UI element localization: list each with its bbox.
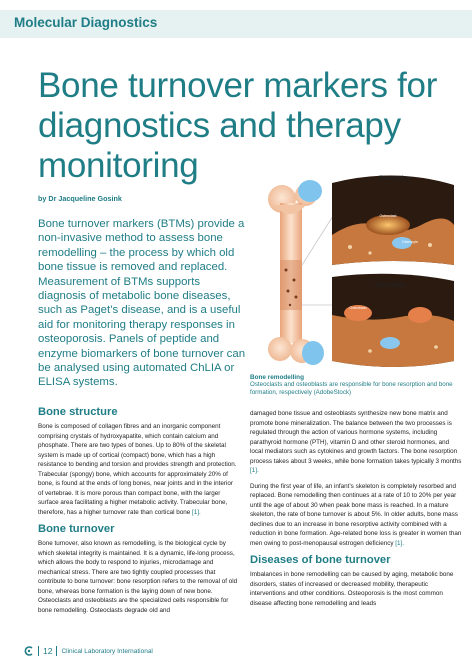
page-footer xyxy=(24,645,153,657)
section-label: Molecular Diagnostics xyxy=(14,15,158,30)
heading-bone-structure: Bone structure xyxy=(38,406,118,418)
bone-shape xyxy=(268,184,317,363)
heading-bone-turnover: Bone turnover xyxy=(38,523,115,535)
osteocyte-label: Osteocyte xyxy=(401,240,419,244)
left-column xyxy=(38,406,238,615)
figure-caption-title: Bone remodelling xyxy=(250,374,304,381)
paragraph-diseases: Imbalances in bone remodelling can be caused by aging, metabolic bone disorders, states of increased or decreased mobility, therapeutic interventions and other conditions. Osteoporosis is the most common disease affecting bone remodelling and leads xyxy=(250,571,454,607)
formation-label: Formation xyxy=(375,283,405,289)
paragraph-text: damaged bone tissue and osteoblasts synthesize new bone matrix and promote bone mineralization. The balance between the two processes is regulated through the action of various hormone systems, including parathyroid hormone (PTH), vitamin D and other steroid hormones, and local mediators such as cytokines and growth factors. The bone resorption process takes about 3 weeks, while bone formation takes typically 3 months xyxy=(250,410,462,465)
paragraph-remodelling-regulation xyxy=(250,409,462,476)
paragraph-text: Bone is composed of collagen fibres and an inorganic component comprising crystals of hydroxyapatite, which contain calcium and phosphate. There are two types of bones. Up to 80% of the skeletal system is made up of cortical (compact) bone, which has a high resistance to bending and torsion and provides strength and protection. Trabecular (spongy) bone, which accounts for approximately 20% of bone, is found at the ends of long bones, near joints and in the interior of vertebrae. It is more porous than compact bone, with the larger surface area facilitating a higher metabolic activity. Trabecular bone, therefore, has a higher turnover rate than cortical bone xyxy=(38,423,237,516)
resorption-label: Resorption xyxy=(379,176,411,182)
osteoclast-label: Osteoclast xyxy=(379,214,397,218)
osteoblast-label: Osteoblast xyxy=(349,306,367,310)
paragraph-bone-structure xyxy=(38,422,238,517)
article-title: Bone turnover markers for diagnostics and therapy monitoring xyxy=(38,66,438,185)
figure-caption-text: Osteoclasts and osteoblasts are responsible for bone resorption and bone formation, respectively (AdobeStock) xyxy=(250,381,453,396)
reference-link[interactable]: [1]. xyxy=(192,508,201,516)
paragraph-text: During the first year of life, an infant’s skeleton is completely resorbed and replaced. Bone remodelling then continues at a rate of 10 to 20% per year until the age of about 30 when peak bone mass is reached. In a mature skeleton, the rate of bone turnover is about 5%. In older adults, bone mass declines due to an increase in bone resorptive activity combined with a reduction in bone formation. Age-related bone loss is greater in women than men owing to post-menopausal estrogen deficiency xyxy=(250,482,462,547)
publisher-logo-icon xyxy=(24,646,34,656)
paragraph-lifespan-turnover xyxy=(250,482,462,549)
footer-divider xyxy=(38,646,39,656)
article-intro: Bone turnover markers (BTMs) provide a non-invasive method to assess bone remodelling – the process by which old bone tissue is removed and replaced. Measurement of BTMs supports diagnosis of metabolic bone diseases, such as Paget’s disease, and is a useful aid for monitoring therapy responses in osteoporosis. Panels of peptide and enzyme biomarkers of bone turnover can be analysed using automated ChLIA or ELISA systems. xyxy=(38,218,246,389)
paragraph-bone-turnover: Bone turnover, also known as remodelling, is the biological cycle by which skeletal integrity is maintained. It is a dynamic, life-long process, which allows the body to respond to injuries, microdamage and mechanical stress. There are two tightly coupled processes that contribute to bone turnover: bone resorption refers to the removal of old bone, whereas bone formation is the laying down of new bone. Osteoclasts and osteoblasts are the specialized cells responsible for bone remodelling. Osteoclasts degrade old and xyxy=(38,540,238,614)
reference-link[interactable]: [1]. xyxy=(395,539,405,547)
byline: by Dr Jacqueline Gosink xyxy=(38,194,122,203)
heading-diseases: Diseases of bone turnover xyxy=(250,554,391,566)
publication-name: Clinical Laboratory International xyxy=(61,647,153,655)
page-number: 12 xyxy=(43,646,53,656)
right-column xyxy=(250,409,462,608)
footer-divider xyxy=(56,646,57,656)
bone-remodelling-illustration xyxy=(250,165,460,370)
reference-link[interactable]: [1]. xyxy=(250,467,259,474)
resorption-panel xyxy=(332,175,454,265)
